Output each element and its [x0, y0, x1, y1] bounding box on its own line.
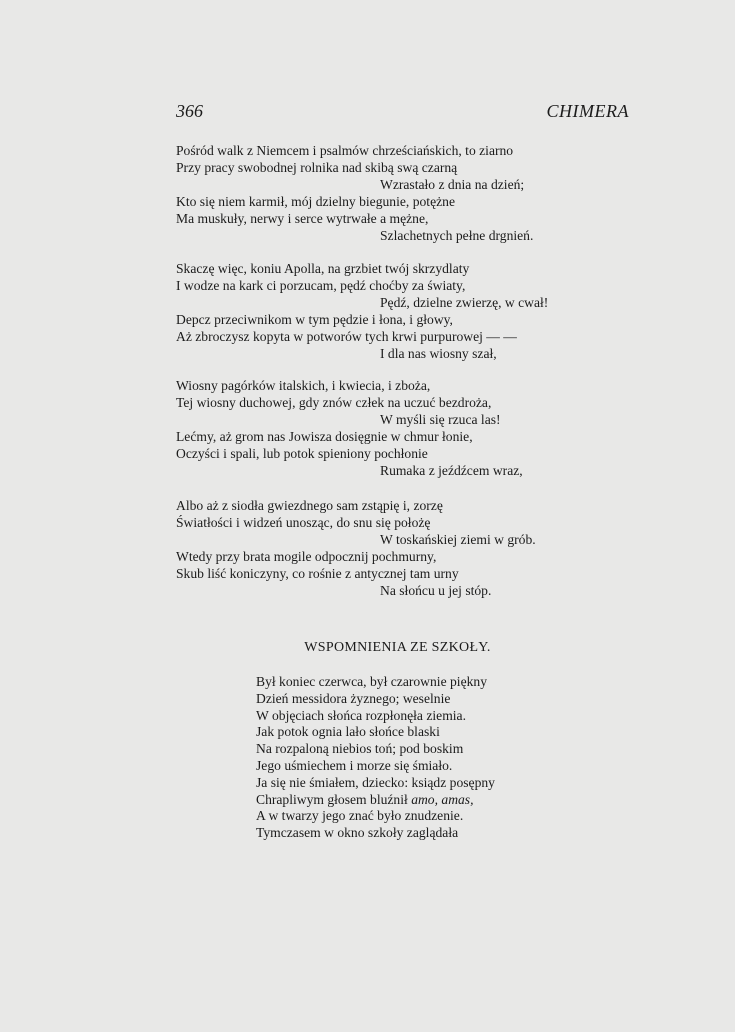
- verse-line: Przy pracy swobodnej rolnika nad skibą swą czarną: [176, 160, 458, 176]
- stanza: [176, 497, 536, 600]
- verse-text: Jak potok ognia lało słońce blaski: [256, 724, 440, 740]
- verse-line: [256, 724, 495, 741]
- verse-line: Pośród walk z Niemcem i psalmów chrześciańskich, to ziarno: [176, 143, 514, 158]
- verse-line: Skaczę więc, koniu Apolla, na grzbiet twój skrzydlaty: [176, 261, 470, 276]
- verse-text: A w twarzy jego znać było znudzenie.: [256, 808, 464, 824]
- verse-line: [256, 775, 495, 792]
- verse-line: Ma muskuły, nerwy i serce wytrwałe a mężne,: [176, 211, 429, 227]
- verse-text: Na rozpaloną niebios toń; pod boskim: [256, 741, 464, 757]
- verse-text: Jego uśmiechem i morze się śmiało.: [256, 757, 453, 773]
- verse-line: I wodze na kark ci porzucam, pędź choćby za światy,: [176, 278, 466, 294]
- verse-line: W myśli się rzuca las!: [380, 412, 501, 428]
- verse-line: [256, 708, 495, 725]
- verse-line: [256, 674, 495, 691]
- verse-line: Wtedy przy brata mogile odpocznij pochmurny,: [176, 549, 437, 565]
- section-title: WSPOMNIENIA ZE SZKOŁY.: [304, 640, 491, 655]
- verse-line: Aż zbroczysz kopyta w potworów tych krwi purpurowej — —: [176, 329, 517, 345]
- stanza: [176, 377, 523, 480]
- verse-line: Oczyści i spali, lub potok spieniony pochłonie: [176, 446, 428, 462]
- verse-line: I dla nas wiosny szał,: [380, 346, 497, 362]
- verse-line: [256, 808, 495, 825]
- verse-line: [256, 792, 495, 809]
- verse-text: Chrapliwym głosem bluźnił: [256, 791, 412, 807]
- stanza: [176, 260, 548, 363]
- verse-text: Tymczasem w okno szkoły zaglądała: [256, 825, 459, 841]
- poem-wspomnienia-ze-szkoly: [256, 674, 495, 842]
- verse-text: W objęciach słońca rozpłonęła ziemia.: [256, 707, 466, 723]
- verse-line: Wiosny pagórków italskich, i kwiecia, i zboża,: [176, 378, 431, 393]
- verse-text: Był koniec czerwca, był czarownie piękny: [256, 674, 487, 689]
- verse-line: [256, 691, 495, 708]
- verse-text: Ja się nie śmiałem, dziecko: ksiądz posępny: [256, 774, 495, 790]
- verse-text: Dzień messidora żyznego; weselnie: [256, 690, 451, 706]
- verse-line: Tej wiosny duchowej, gdy znów człek na uczuć bezdroża,: [176, 395, 492, 411]
- running-title: CHIMERA: [546, 101, 629, 121]
- verse-line: Wzrastało z dnia na dzień;: [380, 177, 525, 193]
- verse-line: [256, 758, 495, 775]
- verse-line: Pędź, dzielne zwierzę, w cwał!: [380, 295, 549, 311]
- verse-line: Światłości i widzeń unosząc, do snu się położę: [176, 515, 431, 531]
- stanza: [176, 142, 533, 245]
- verse-line: Lećmy, aż grom nas Jowisza dosięgnie w chmur łonie,: [176, 429, 473, 445]
- verse-line: Na słońcu u jej stóp.: [380, 583, 492, 599]
- verse-line: Depcz przeciwnikom w tym pędzie i łona, i głowy,: [176, 312, 453, 328]
- latin-phrase: amo, amas,: [411, 791, 474, 807]
- verse-line: Kto się niem karmił, mój dzielny biegunie, potężne: [176, 194, 455, 210]
- verse-line: Szlachetnych pełne drgnień.: [380, 228, 534, 244]
- verse-line: Rumaka z jeźdźcem wraz,: [380, 463, 523, 479]
- verse-line: [256, 741, 495, 758]
- verse-line: Skub liść koniczyny, co rośnie z antycznej tam urny: [176, 566, 459, 582]
- page-number: 366: [176, 101, 203, 121]
- verse-line: Albo aż z siodła gwiezdnego sam zstąpię i, zorzę: [176, 498, 443, 513]
- verse-line: W toskańskiej ziemi w grób.: [380, 532, 536, 548]
- verse-line: [256, 825, 495, 842]
